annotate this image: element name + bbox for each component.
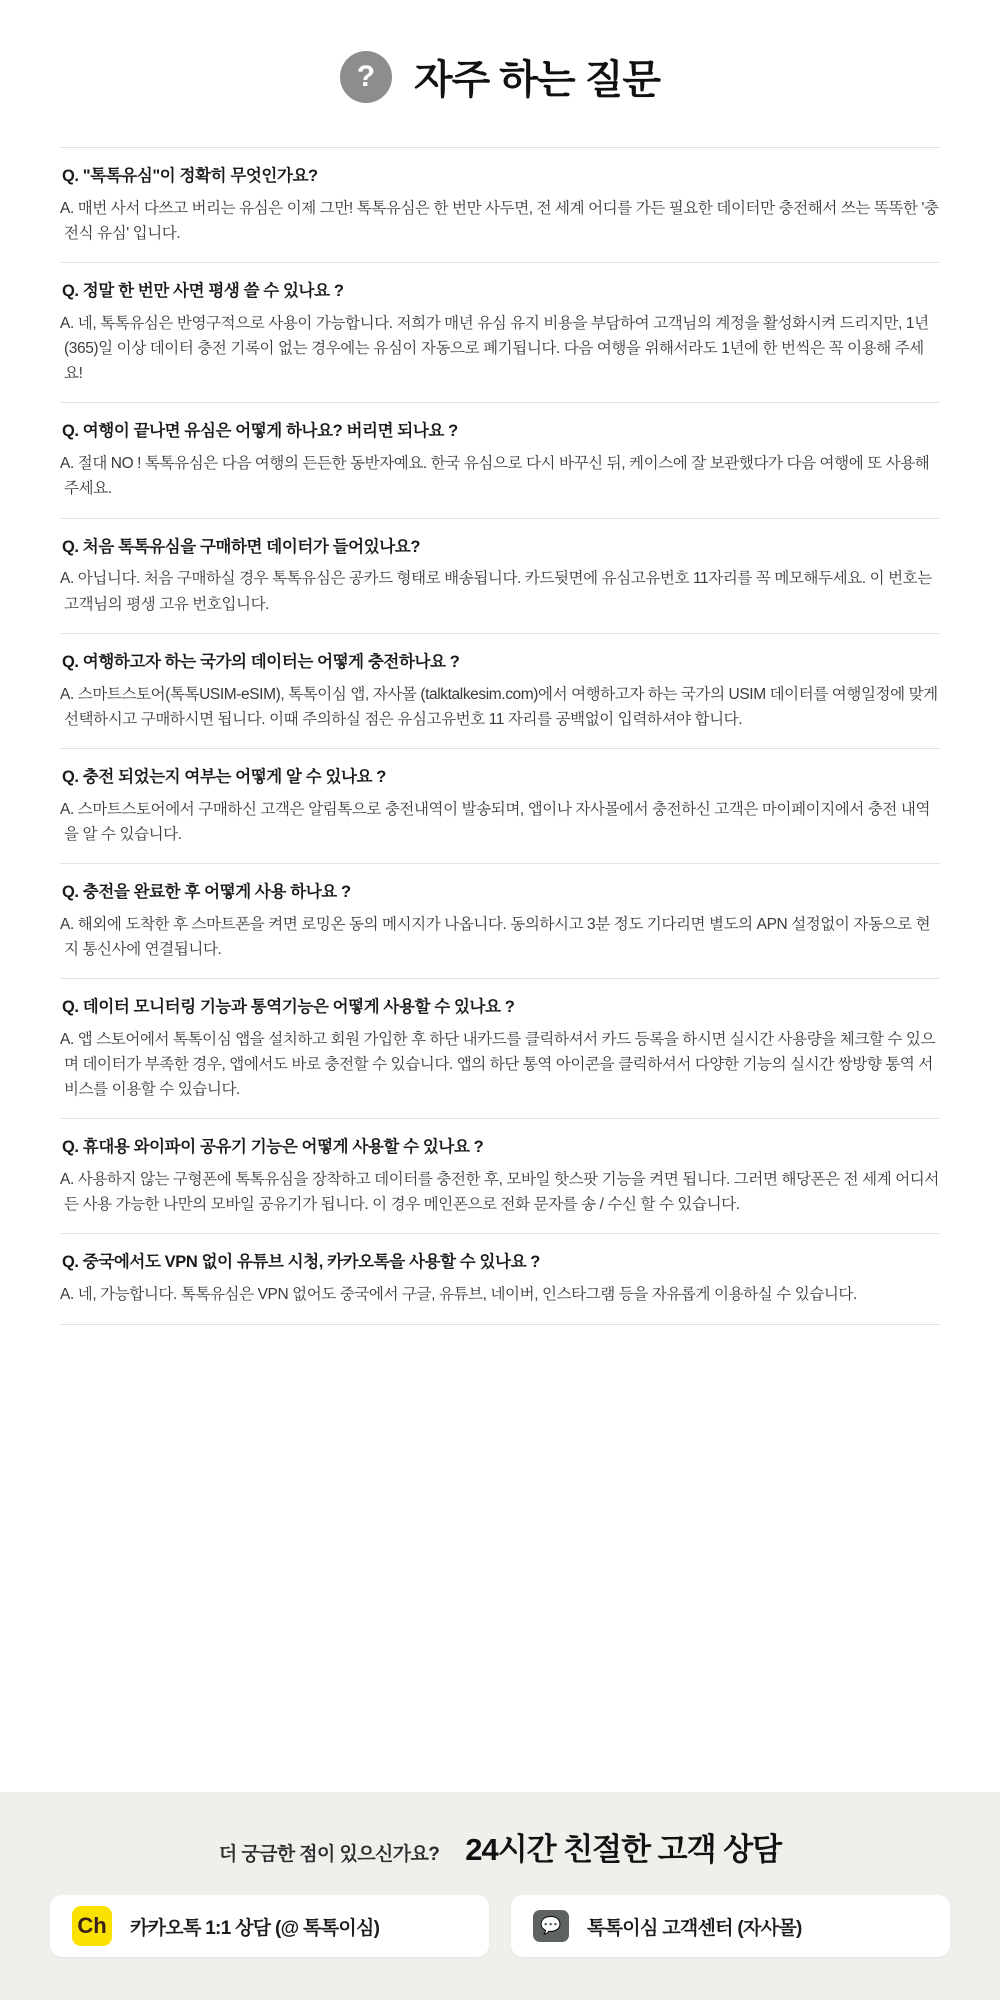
kakao-chat-button[interactable] <box>50 1895 489 1957</box>
faq-item[interactable] <box>60 864 940 979</box>
faq-answer: A. 사용하지 않는 구형폰에 톡톡유심을 장착하고 데이터를 충전한 후, 모바일 핫스팟 기능을 켜면 됩니다. 그러면 해당폰은 전 세계 어디서든 사용 가능한 나만의 모바일 공유기가 됩니다. 이 경우 메인폰으로 전화 문자를 송 / 수신 할 수 있습니다. <box>60 1171 939 1214</box>
footer-button-row <box>50 1895 950 1957</box>
faq-answer: A. 아닙니다. 처음 구매하실 경우 톡톡유심은 공카드 형태로 배송됩니다. 카드뒷면에 유심고유번호 11자리를 꼭 메모해두세요. 이 번호는 고객님의 평생 고유 번호입니다. <box>60 570 932 613</box>
faq-item[interactable] <box>60 519 940 634</box>
faq-answer: A. 스마트스토어(톡톡USIM-eSIM), 톡톡이심 앱, 자사몰 (talktalkesim.com)에서 여행하고자 하는 국가의 USIM 데이터를 여행일정에 맞게 선택하시고 구매하시면 됩니다. 이때 주의하실 점은 유심고유번호 11 자리를 공백없이 입력하셔야 합니다. <box>60 685 938 728</box>
footer-heading <box>50 1824 950 1869</box>
question-mark-icon: ? <box>340 51 392 103</box>
chat-bubble-icon: 💬 <box>533 1910 569 1942</box>
faq-item[interactable] <box>60 148 940 263</box>
page-title: 자주 하는 질문 <box>413 58 661 102</box>
faq-question: Q. 충전 되었는지 여부는 어떻게 알 수 있나요 ? <box>62 767 386 786</box>
kakaotalk-icon: Ch <box>72 1906 112 1946</box>
faq-question: Q. 충전을 완료한 후 어떻게 사용 하나요 ? <box>62 882 351 901</box>
faq-item[interactable] <box>60 403 940 518</box>
faq-answer: A. 네, 가능합니다. 톡톡유심은 VPN 없어도 중국에서 구글, 유튜브, 네이버, 인스타그램 등을 자유롭게 이용하실 수 있습니다. <box>60 1286 857 1304</box>
faq-item[interactable] <box>60 1234 940 1324</box>
faq-answer: A. 해외에 도착한 후 스마트폰을 켜면 로밍온 동의 메시지가 나옵니다. 동의하시고 3분 정도 기다리면 별도의 APN 설정없이 자동으로 현지 통신사에 연결됩니다. <box>60 915 931 958</box>
faq-list <box>60 147 940 1325</box>
customer-center-button-label: 톡톡이심 고객센터 (자사몰) <box>587 1917 802 1939</box>
kakao-chat-button-label: 카카오톡 1:1 상담 (@ 톡톡이심) <box>130 1917 380 1939</box>
faq-item[interactable] <box>60 263 940 403</box>
faq-question: Q. 정말 한 번만 사면 평생 쓸 수 있나요 ? <box>62 282 344 301</box>
footer-title: 24시간 친절한 고객 상담 <box>465 1832 782 1867</box>
faq-item[interactable] <box>60 634 940 749</box>
faq-answer: A. 네, 톡톡유심은 반영구적으로 사용이 가능합니다. 저희가 매년 유심 유지 비용을 부담하여 고객님의 계정을 활성화시켜 드리지만, 1년(365)일 이상 데이터 충전 기록이 없는 경우에는 유심이 자동으로 폐기됩니다. 다음 여행을 위해서라도 1년에 한 번씩은 꼭 이용해 주세요! <box>60 315 929 383</box>
faq-question: Q. 처음 톡톡유심을 구매하면 데이터가 들어있나요? <box>62 537 420 556</box>
footer-subtitle: 더 궁금한 점이 있으신가요? <box>218 1844 440 1865</box>
faq-item[interactable] <box>60 749 940 864</box>
faq-question: Q. 휴대용 와이파이 공유기 기능은 어떻게 사용할 수 있나요 ? <box>62 1138 484 1157</box>
faq-item[interactable] <box>60 1119 940 1234</box>
page-header <box>0 0 1000 105</box>
customer-center-button[interactable] <box>511 1895 950 1957</box>
faq-question: Q. 여행하고자 하는 국가의 데이터는 어떻게 충전하나요 ? <box>62 652 460 671</box>
faq-question: Q. 여행이 끝나면 유심은 어떻게 하나요? 버리면 되나요 ? <box>62 422 458 441</box>
faq-item[interactable] <box>60 979 940 1119</box>
faq-question: Q. 중국에서도 VPN 없이 유튜브 시청, 카카오톡을 사용할 수 있나요 ? <box>62 1253 540 1272</box>
faq-answer: A. 앱 스토어에서 톡톡이심 앱을 설치하고 회원 가입한 후 하단 내카드를 클릭하셔서 카드 등록을 하시면 실시간 사용량을 체크할 수 있으며 데이터가 부족한 경우, 앱에서도 바로 충전할 수 있습니다. 앱의 하단 통역 아이콘을 클릭하셔서 다양한 기능의 실시간 쌍방향 통역 서비스를 이용할 수 있습니다. <box>60 1031 936 1099</box>
faq-question: Q. "톡톡유심"이 정확히 무엇인가요? <box>62 167 318 185</box>
faq-answer: A. 매번 사서 다쓰고 버리는 유심은 이제 그만! 톡톡유심은 한 번만 사두면, 전 세계 어디를 가든 필요한 데이터만 충전해서 쓰는 똑똑한 '충전식 유심' 입니다. <box>60 199 939 243</box>
contact-footer <box>0 1792 1000 2000</box>
faq-answer: A. 절대 NO ! 톡톡유심은 다음 여행의 든든한 동반자예요. 한국 유심으로 다시 바꾸신 뒤, 케이스에 잘 보관했다가 다음 여행에 또 사용해 주세요. <box>60 455 930 498</box>
faq-question: Q. 데이터 모니터링 기능과 통역기능은 어떻게 사용할 수 있나요 ? <box>62 998 515 1017</box>
faq-answer: A. 스마트스토어에서 구매하신 고객은 알림톡으로 충전내역이 발송되며, 앱이나 자사몰에서 충전하신 고객은 마이페이지에서 충전 내역을 알 수 있습니다. <box>60 800 931 843</box>
